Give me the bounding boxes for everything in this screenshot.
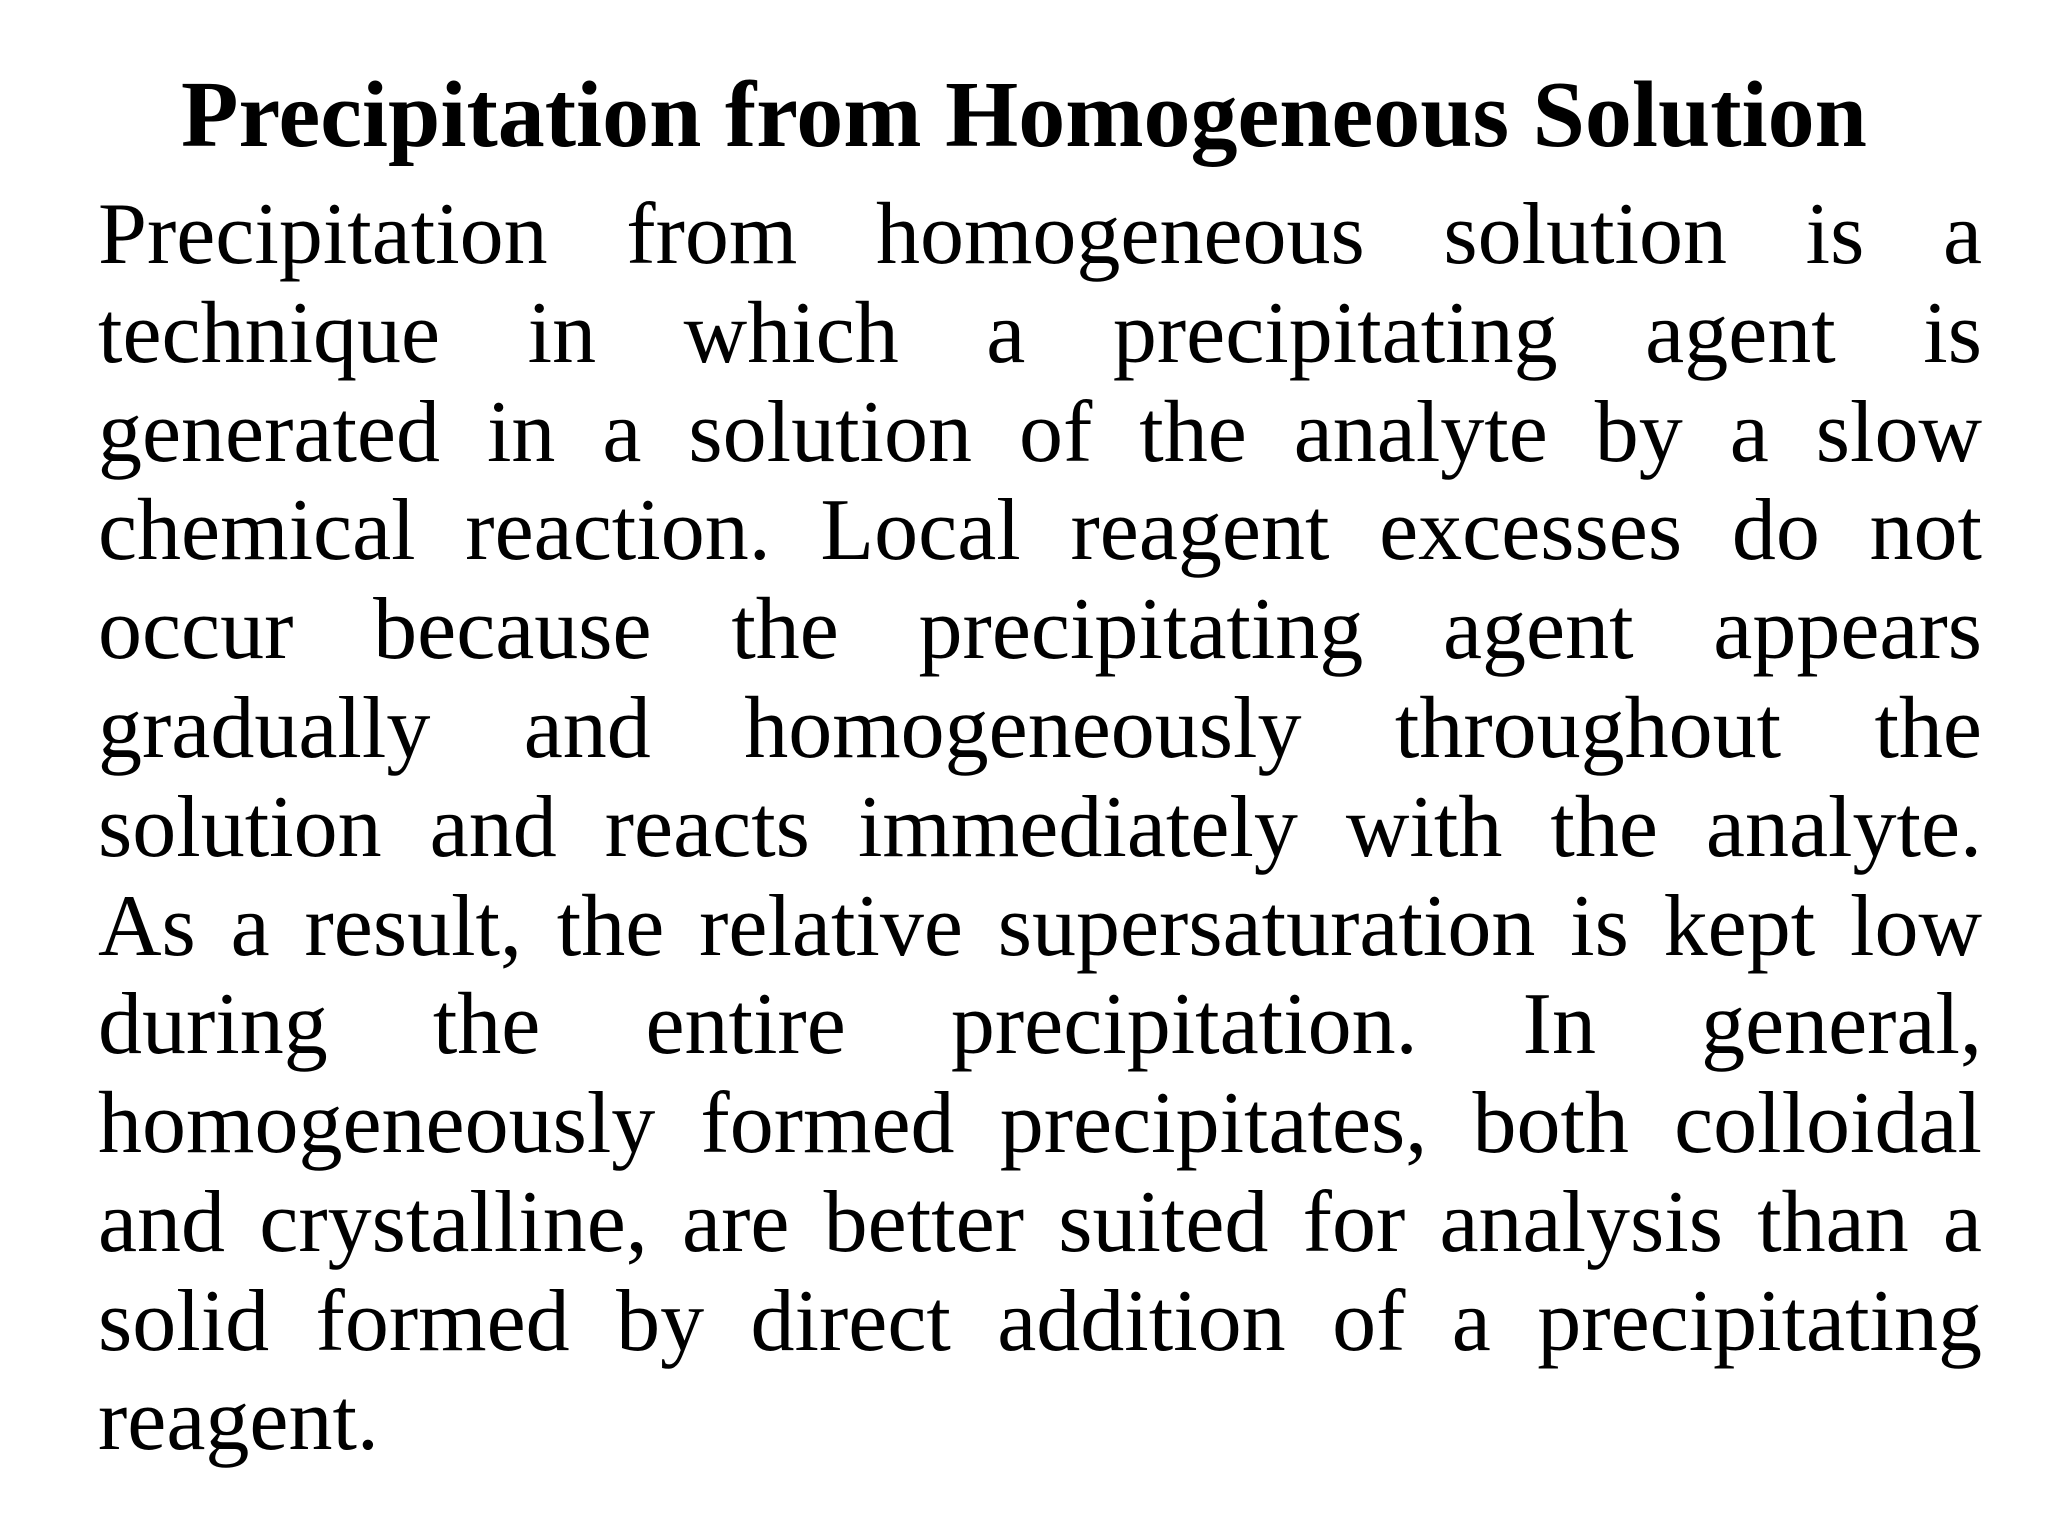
body-line: gradually and homogeneously throughout the xyxy=(98,679,1982,777)
body-line: reagent. xyxy=(98,1371,379,1469)
body-line: As a result, the relative supersaturation is kept low xyxy=(98,877,1982,975)
body-line: and crystalline, are better suited for analysis than a xyxy=(98,1173,1982,1271)
body-line: Precipitation from homogeneous solution is a xyxy=(98,186,1982,283)
body-line: technique in which a precipitating agent is xyxy=(98,284,1982,382)
body-line: chemical reaction. Local reagent excesses do not xyxy=(98,482,1982,580)
body-line: solid formed by direct addition of a precipitating xyxy=(98,1272,1982,1370)
body-line: solution and reacts immediately with the analyte. xyxy=(98,778,1982,876)
body-line: during the entire precipitation. In general, xyxy=(98,976,1982,1074)
body-line: generated in a solution of the analyte by a slow xyxy=(98,383,1982,481)
document-title: Precipitation from Homogeneous Solution xyxy=(181,63,1867,167)
document-body xyxy=(98,186,1982,1470)
body-line: homogeneously formed precipitates, both colloidal xyxy=(98,1075,1982,1173)
body-line: occur because the precipitating agent appears xyxy=(98,581,1982,679)
